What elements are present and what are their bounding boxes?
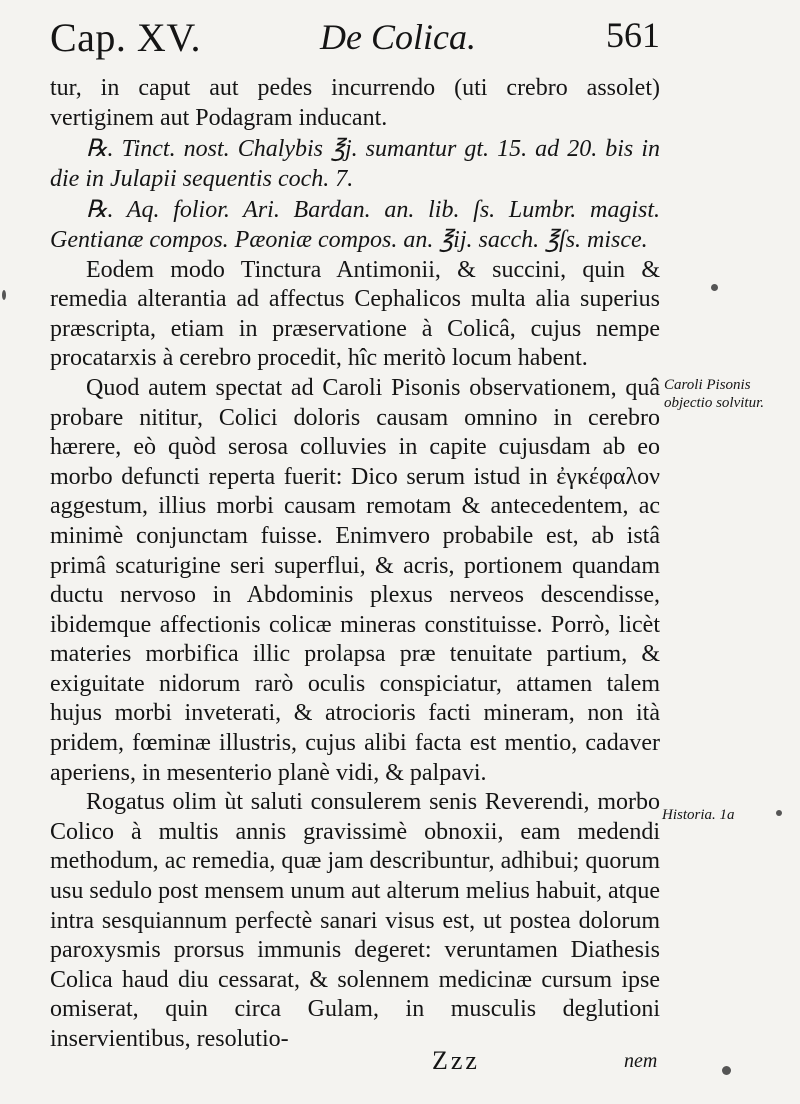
chapter-label: Cap. XV. [50,15,202,60]
paragraph-continuation: tur, in caput aut pedes incurrendo (uti crebro assolet) vertiginem aut Podagram inducant. [50,75,660,131]
ink-spot [776,810,782,816]
ink-spot [722,1066,731,1075]
page-number: 561 [606,15,660,55]
paragraph-quod-autem: Quod autem spectat ad Caroli Pisonis observationem, quâ probare nititur, Colici doloris causam omnino in cerebro hærere, eò quòd serosa colluvies in capite cujusdam ab eo morbo defuncti reperta fuerit: Dico serum istud in ἐγκέφαλον aggestum, illius morbi causam remotam & antecedentem, ac minimè conjunctam fuisse. Enimvero probabile est, ab istâ primâ scaturigine seri superflui, & acris, portionem quandam ductu nervoso in Abdominis plexus nerveos descendisse, ibidemque affectionis colicæ mineras constituisse. Porrò, licèt materies morbifica illic prolapsa præ tenuitate partium, & exiguitate nidorum rarò oculis conspiciatur, attamen talem hujus morbi inveterati, & atrocioris facti mineram, non ità pridem, fœminæ illustris, cujus alibi facta est mentio, cadaver aperiens, in mesenterio planè vidi, & palpavi. [50,374,660,786]
catchword: nem [624,1050,658,1072]
page-footer [0,1046,800,1086]
ink-spot [711,284,718,291]
signature-mark: Zzz [432,1046,480,1075]
paragraph-eodem: Eodem modo Tinctura Antimonii, & succini, quin & remedia alterantia ad affectus Cephalicos multa alia superius præscripta, etiam in præservatione à Colicâ, cujus nempe procatarxis à cerebro procedit, hîc meritò locum habent. [50,256,660,372]
prescription-2: ℞. Aq. folior. Ari. Bardan. an. lib. ſs. Lumbr. magist. Gentianæ compos. Pæoniæ compos. an. ℥ij. sacch. ℥ſs. misce. [50,197,660,253]
main-text [50,74,660,1055]
running-header [50,14,660,74]
margin-note-historia: Historia. 1a [662,807,735,823]
chapter-title: De Colica. [320,17,476,57]
paragraph-rogatus: Rogatus olim ùt saluti consulerem senis Reverendi, morbo Colico à multis annis gravissimè obnoxii, eam medendi methodum, ac remedia, quæ jam describuntur, adhibui; quorum usu sedulo post mensem unum aut alterum melius habuit, atque intra sesquiannum perfectè sanari visus est, ut postea dolorum paroxysmis prorsus immunis degeret: veruntamen Diathesis Colica haud diu cessarat, & solennem medicinæ cursum ipse omiserat, quin circa Gulam, in musculis deglutioni inservientibus, resolutio- [50,789,660,1052]
ink-spot [2,290,6,300]
margin-note-objection: Caroli Pisonis objectio solvitur. [664,377,764,411]
prescription-1: ℞. Tinct. nost. Chalybis ℥j. sumantur gt. 15. ad 20. bis in die in Julapii sequentis coch. 7. [50,136,660,192]
